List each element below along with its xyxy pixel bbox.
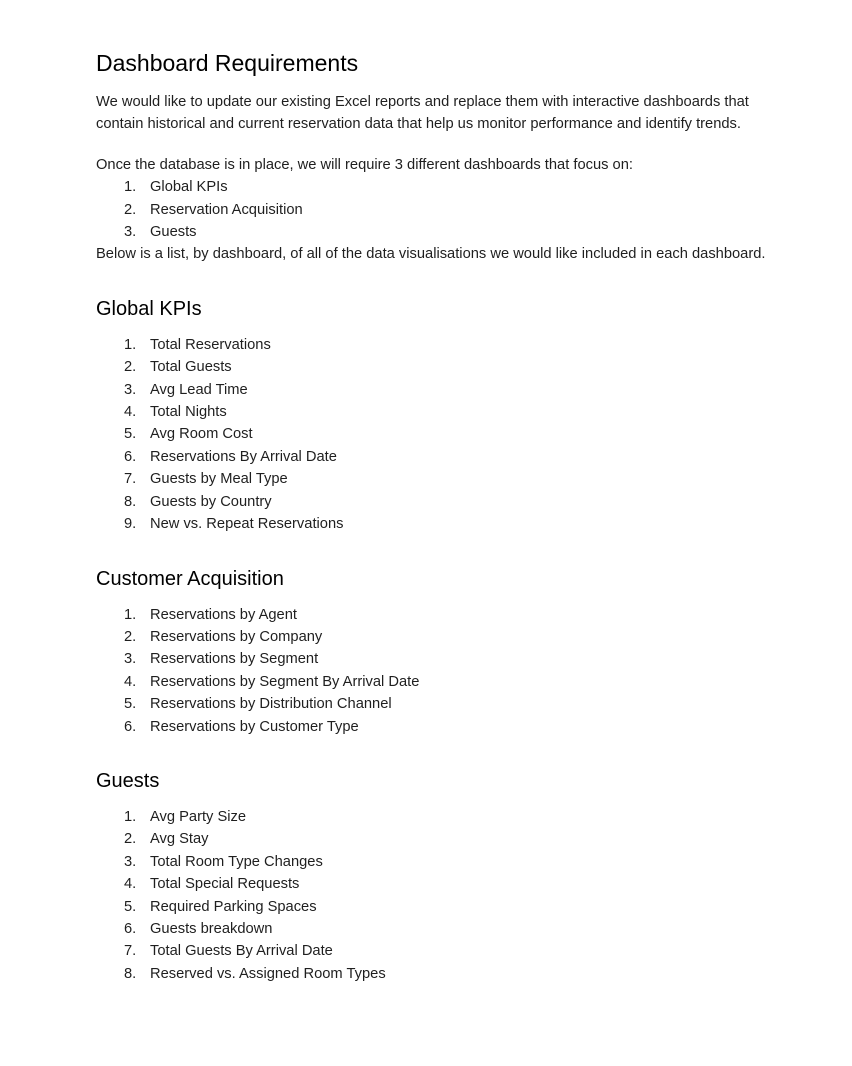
- list-item: Reservations By Arrival Date: [150, 448, 337, 465]
- list-item: Avg Room Cost: [150, 426, 253, 443]
- requirement-line: Once the database is in place, we will require 3 different dashboards that focus on:: [96, 156, 633, 173]
- section-guests: [96, 768, 772, 985]
- requirements-block: [96, 154, 772, 266]
- list-item: Guests breakdown: [150, 920, 273, 937]
- list-item: Total Guests: [150, 359, 232, 376]
- list-item: Reserved vs. Assigned Room Types: [150, 965, 386, 982]
- list-item: Guests by Country: [150, 493, 272, 510]
- intro-paragraph: We would like to update our existing Excel reports and replace them with interactive dashboards that contain historical and current reservation data that help us monitor performance and identify trends.: [96, 94, 749, 133]
- dashboard-overview-list: [96, 176, 772, 243]
- list-item: Guests by Meal Type: [150, 471, 288, 488]
- list-item: Avg Party Size: [150, 808, 247, 825]
- list-item: Global KPIs: [150, 179, 228, 196]
- list-item: Reservations by Segment: [150, 651, 319, 668]
- global-kpis-list: [96, 334, 772, 536]
- list-item: Guests: [150, 224, 197, 241]
- list-item: Reservation Acquisition: [150, 201, 303, 218]
- list-item: Required Parking Spaces: [150, 898, 317, 915]
- list-item: Avg Lead Time: [150, 381, 248, 398]
- section-heading-guests: Guests: [96, 769, 160, 792]
- below-line: Below is a list, by dashboard, of all of the data visualisations we would like included in each dashboard.: [96, 246, 766, 263]
- section-heading-global-kpis: Global KPIs: [96, 297, 202, 320]
- list-item: Reservations by Distribution Channel: [150, 696, 392, 713]
- page-title: Dashboard Requirements: [96, 50, 359, 76]
- section-customer-acquisition: [96, 566, 772, 738]
- list-item: Reservations by Company: [150, 628, 323, 645]
- list-item: Total Guests By Arrival Date: [150, 943, 333, 960]
- list-item: Avg Stay: [150, 831, 209, 848]
- list-item: Reservations by Segment By Arrival Date: [150, 673, 420, 690]
- list-item: Reservations by Agent: [150, 606, 297, 623]
- list-item: Total Room Type Changes: [150, 853, 323, 870]
- list-item: Total Special Requests: [150, 876, 300, 893]
- list-item: Total Nights: [150, 404, 227, 421]
- list-item: Total Reservations: [150, 336, 271, 353]
- list-item: Reservations by Customer Type: [150, 718, 359, 735]
- section-global-kpis: [96, 296, 772, 536]
- section-heading-customer-acquisition: Customer Acquisition: [96, 567, 284, 590]
- customer-acquisition-list: [96, 604, 772, 738]
- list-item: New vs. Repeat Reservations: [150, 516, 344, 533]
- guests-list: [96, 806, 772, 985]
